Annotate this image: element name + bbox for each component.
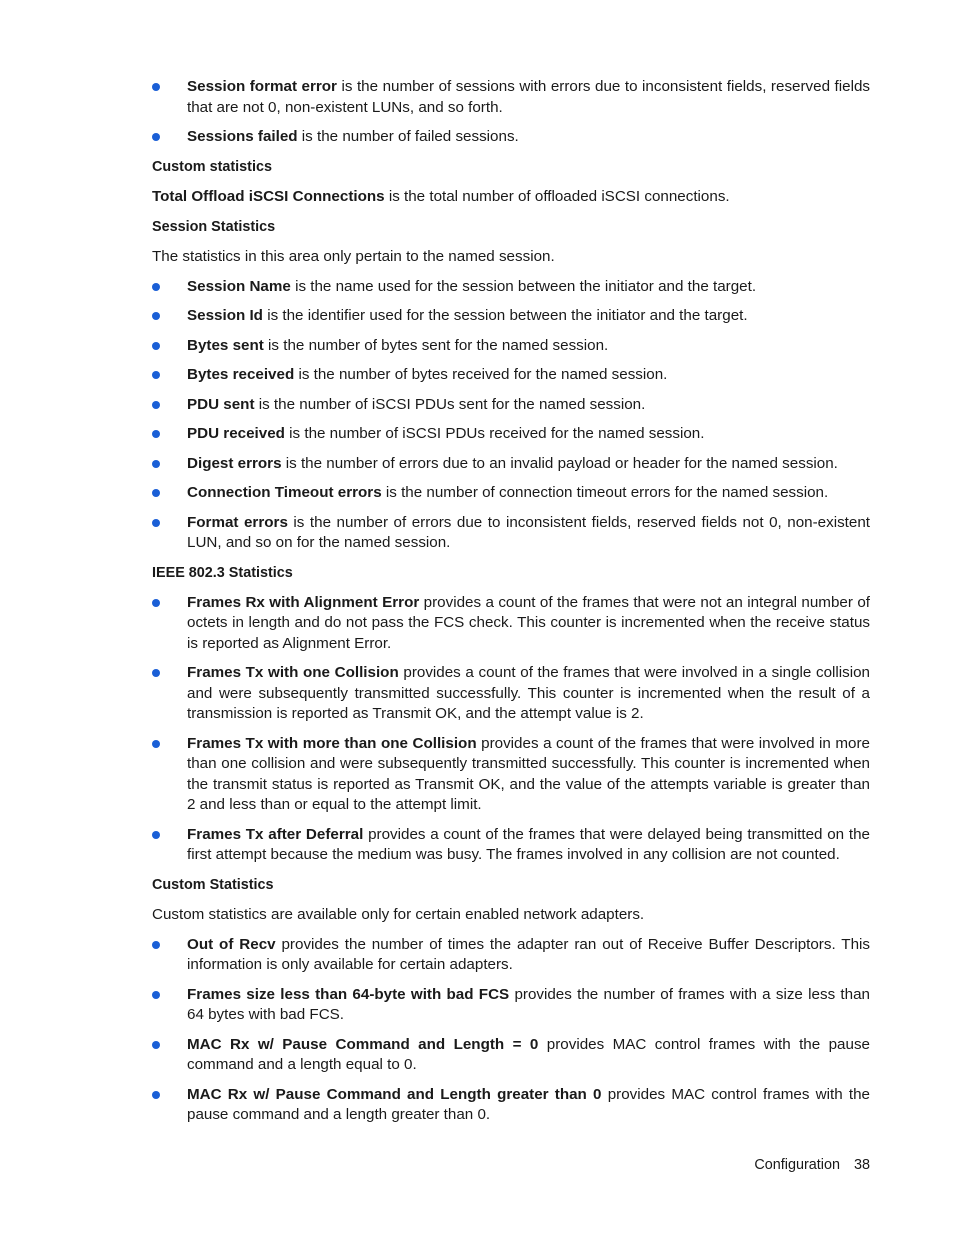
list-item <box>152 663 870 725</box>
paragraph-text: The statistics in this area only pertain to the named session. <box>152 247 555 265</box>
item-description: provides the number of times the adapter ran out of Receive Buffer Descriptors. This information is only available for certain adapters. <box>187 935 870 973</box>
page-number: 38 <box>853 1157 870 1173</box>
bullet-dot-icon <box>152 401 160 409</box>
section-heading: IEEE 802.3 Statistics <box>152 564 293 581</box>
footer-section-title: Configuration <box>754 1157 840 1173</box>
term-label: Connection Timeout errors <box>187 484 382 501</box>
term-label: Frames Tx with one Collision <box>187 664 399 681</box>
list-item <box>152 483 870 504</box>
item-description: provides MAC control frames with the pause command and a length equal to 0. <box>187 1035 870 1073</box>
term-label: Bytes sent <box>187 336 264 354</box>
item-description: is the identifier used for the session between the initiator and the target. <box>262 307 748 324</box>
bullet-dot-icon <box>152 430 160 438</box>
list-item <box>152 513 870 554</box>
section-heading: Custom statistics <box>152 158 272 175</box>
term-label: Frames Tx after Deferral <box>187 825 364 843</box>
term-label: Session Name <box>187 277 291 295</box>
term-label: Frames size less than 64-byte with bad FCS <box>187 985 510 1003</box>
list-item <box>152 935 870 976</box>
bullet-dot-icon <box>152 371 160 379</box>
page-footer <box>740 1157 870 1173</box>
term-label: Session Id <box>187 307 263 324</box>
item-description: is the number of bytes sent for the named session. <box>263 336 609 354</box>
bullet-dot-icon <box>152 740 160 748</box>
bullet-list <box>152 277 870 554</box>
term-label: Frames Rx with Alignment Error <box>187 593 420 611</box>
paragraph <box>152 187 870 208</box>
paragraph <box>152 247 870 268</box>
bullet-dot-icon <box>152 133 160 141</box>
bullet-dot-icon <box>152 831 160 839</box>
term-label: Out of Recv <box>187 935 276 953</box>
item-description: is the number of iSCSI PDUs sent for the named session. <box>254 395 646 413</box>
list-item <box>152 985 870 1026</box>
bullet-list <box>152 593 870 866</box>
term-label: Sessions failed <box>187 128 298 145</box>
term-label: PDU received <box>187 425 285 442</box>
document-body <box>152 77 870 1135</box>
item-description: is the number of errors due to inconsistent fields, reserved fields not 0, non-existent LUN, and so on for the named session. <box>187 513 870 551</box>
item-description: is the number of connection timeout errors for the named session. <box>381 484 829 501</box>
bullet-dot-icon <box>152 519 160 527</box>
item-description: is the number of errors due to an invalid payload or header for the named session. <box>281 454 838 472</box>
bullet-dot-icon <box>152 669 160 677</box>
section-heading: Custom Statistics <box>152 876 274 893</box>
list-item <box>152 336 870 357</box>
bullet-dot-icon <box>152 941 160 949</box>
bullet-dot-icon <box>152 1041 160 1049</box>
item-description: is the number of iSCSI PDUs received for the named session. <box>284 425 705 442</box>
term-label: Digest errors <box>187 454 282 472</box>
item-description: is the name used for the session between the initiator and the target. <box>290 277 757 295</box>
item-description: is the number of bytes received for the named session. <box>294 366 668 383</box>
bullet-dot-icon <box>152 342 160 350</box>
item-description: provides MAC control frames with the pause command and a length greater than 0. <box>187 1085 870 1123</box>
list-item <box>152 77 870 118</box>
list-item <box>152 454 870 475</box>
list-item <box>152 306 870 327</box>
term-label: MAC Rx w/ Pause Command and Length greater than 0 <box>187 1085 602 1103</box>
list-item <box>152 395 870 416</box>
term-label: Format errors <box>187 513 288 531</box>
list-item <box>152 825 870 866</box>
term-label: Frames Tx with more than one Collision <box>187 734 477 752</box>
item-description: provides a count of the frames that were involved in more than one collision and were subsequently transmitted successfully. This counter is incremented when the transmit status is reported as Transmit OK, and the value of the attempts variable is greater than 2 and less than or equal to the attempt limit. <box>187 734 870 813</box>
list-item <box>152 734 870 816</box>
bullet-dot-icon <box>152 460 160 468</box>
bullet-list <box>152 77 870 148</box>
item-description: provides a count of the frames that were delayed being transmitted on the first attempt because the medium was busy. The frames involved in any collision are not counted. <box>187 825 870 863</box>
term-label: MAC Rx w/ Pause Command and Length = 0 <box>187 1035 539 1053</box>
bullet-dot-icon <box>152 312 160 320</box>
item-description: provides the number of frames with a size less than 64 bytes with bad FCS. <box>187 985 870 1023</box>
list-item <box>152 593 870 655</box>
term-label: Session format error <box>187 78 337 95</box>
term-label: PDU sent <box>187 395 255 413</box>
list-item <box>152 277 870 298</box>
term-label: Bytes received <box>187 366 295 383</box>
paragraph <box>152 905 870 926</box>
list-item <box>152 424 870 445</box>
list-item <box>152 365 870 386</box>
bullet-dot-icon <box>152 489 160 497</box>
item-description: provides a count of the frames that were involved in a single collision and were subsequently transmitted successfully. This counter is incremented when the result of a transmission is reported as Transmit OK, and the attempt value is 2. <box>187 664 870 722</box>
bullet-dot-icon <box>152 599 160 607</box>
bullet-dot-icon <box>152 991 160 999</box>
bullet-dot-icon <box>152 83 160 91</box>
bullet-list <box>152 935 870 1126</box>
bullet-dot-icon <box>152 1091 160 1099</box>
item-description: is the number of failed sessions. <box>297 128 519 145</box>
item-description: is the number of sessions with errors due to inconsistent fields, reserved fields that are not 0, non-existent LUNs, and so forth. <box>187 78 870 116</box>
list-item <box>152 1085 870 1126</box>
section-heading: Session Statistics <box>152 218 276 235</box>
list-item <box>152 127 870 148</box>
item-description: provides a count of the frames that were not an integral number of octets in length and do not pass the FCS check. This counter is incremented when the receive status is reported as Alignment Error. <box>187 593 870 652</box>
paragraph-text: is the total number of offloaded iSCSI connections. <box>384 187 730 205</box>
paragraph-text: Custom statistics are available only for certain enabled network adapters. <box>152 905 645 923</box>
list-item <box>152 1035 870 1076</box>
term-label: Total Offload iSCSI Connections <box>152 187 385 205</box>
bullet-dot-icon <box>152 283 160 291</box>
